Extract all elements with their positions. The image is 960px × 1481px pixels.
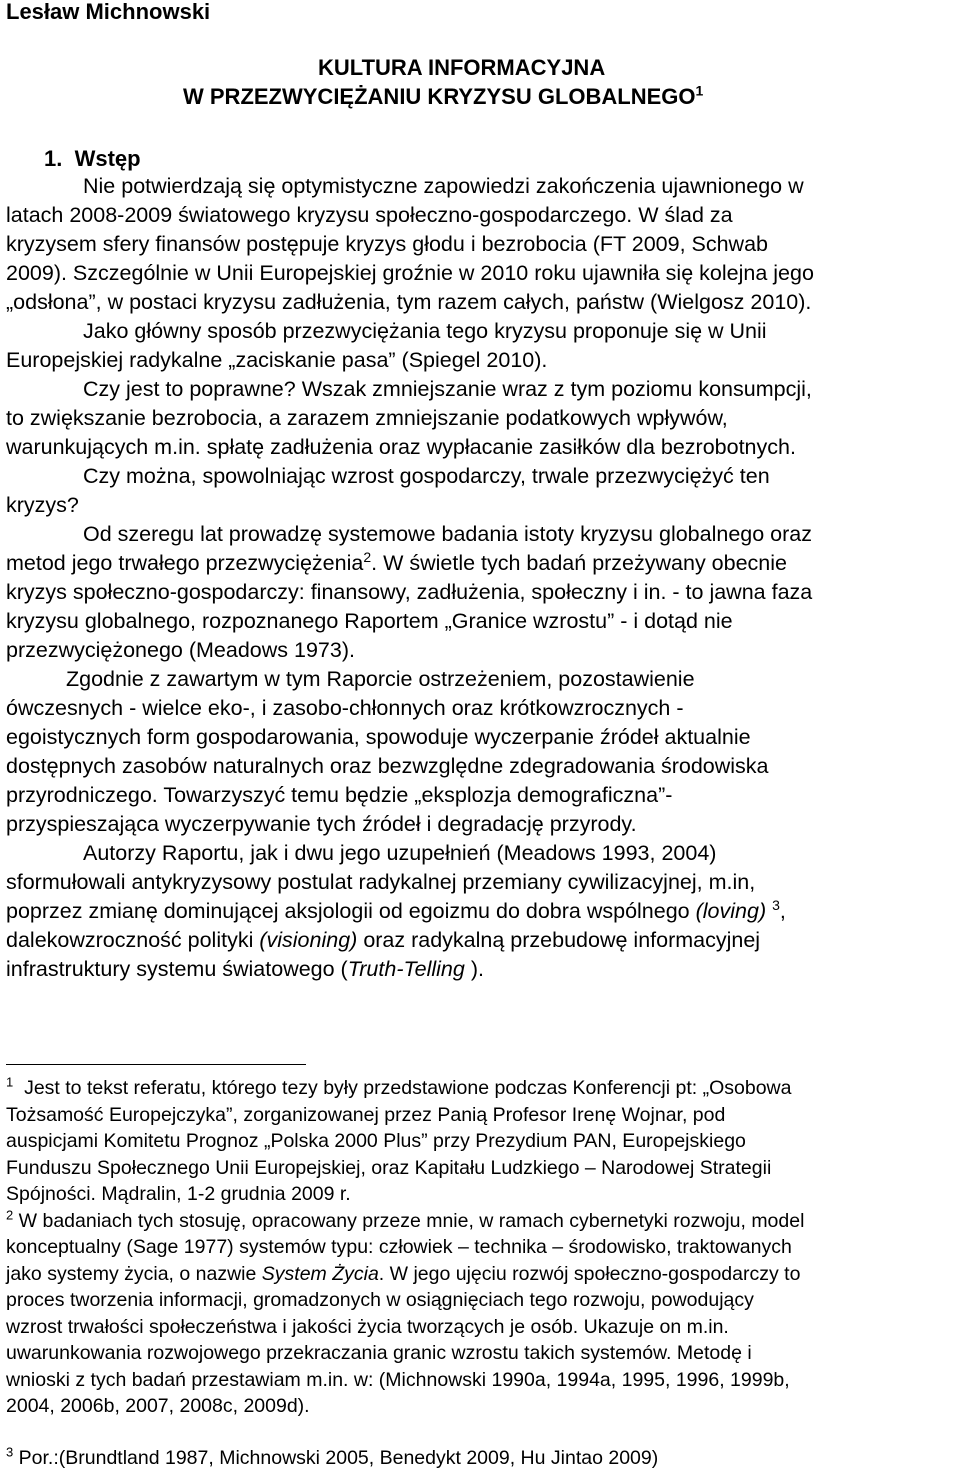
section-title: Wstęp [74,146,141,171]
footnote-divider [6,1064,306,1065]
footnote-line: Tożsamość Europejczyka”, zorganizowanej przez Panią Profesor Irenę Wojnar, pod [6,1103,726,1126]
footnote-ref-3[interactable]: 3 [772,896,780,913]
body-line: Czy można, spowolniając wzrost gospodarczy, trwale przezwyciężyć ten [83,464,770,488]
body-line-text: oraz radykalną przebudowę informacyjnej [363,928,761,952]
footnote-line: wnioski z tych badań przestawiam m.in. w: (Michnowski 1990a, 1994a, 1995, 1996, 1999b, [6,1368,790,1391]
footnote-line: Por.:(Brundtland 1987, Michnowski 2005, Benedykt 2009, Hu Jintao 2009) [18,1447,659,1469]
body-line: Europejskiej radykalne „zaciskanie pasa” (Spiegel 2010). [6,348,548,372]
italic-term: (visioning) [259,928,358,952]
italic-term: System Życia [261,1262,379,1285]
footnote-line: Funduszu Społecznego Unii Europejskiej, oraz Kapitału Ludzkiego – Narodowej Strategii [6,1156,772,1179]
body-line-text: dalekowzroczność polityki [6,928,254,952]
body-line: latach 2008-2009 światowego kryzysu społeczno-gospodarczego. W ślad za [6,203,733,227]
footnote-line: W badaniach tych stosuję, opracowany przeze mnie, w ramach cybernetyki rozwoju, model [18,1209,805,1232]
body-line: kryzysem sfery finansów postępuje kryzys głodu i bezrobocia (FT 2009, Schwab [6,232,769,256]
body-line-text: , [779,899,786,923]
body-line: dostępnych zasobów naturalnych oraz bezwzględne zdegradowania środowiska [6,754,769,778]
body-line: „odsłona”, w postaci kryzysu zadłużenia, tym razem całych, państw (Wielgosz 2010). [6,290,812,314]
body-line: przezwyciężonego (Meadows 1973). [6,638,355,662]
footnote-1 [6,1075,956,1102]
italic-term: (loving) [695,899,767,923]
footnote-line-text: . W jego ujęciu rozwój społeczno-gospodarczy to [378,1262,801,1285]
footnote-line: proces tworzenia informacji, gromadzonych w osiągnięciach tego rozwoju, powodujący [6,1289,754,1311]
footnotes [6,1075,956,1420]
body-line: kryzys? [6,493,79,517]
body-line: Zgodnie z zawartym w tym Raporcie ostrzeżeniem, pozostawienie [66,667,695,691]
footnote-ref-2[interactable]: 2 [363,548,372,565]
footnote-line: uwarunkowania rozwojowego przekraczania granic wzrostu takich systemów. Metodę i [6,1342,752,1364]
body-line: 2009). Szczególnie w Unii Europejskiej groźnie w 2010 roku ujawniła się kolejna jego [6,261,814,285]
footnote-line [6,1261,956,1288]
body-line-text: metod jego trwałego przezwyciężenia [6,551,364,575]
footnote-line: 2004, 2006b, 2007, 2008c, 2009d). [6,1395,310,1417]
body-line: Czy jest to poprawne? Wszak zmniejszanie wraz z tym poziomu konsumpcji, [83,377,812,401]
footnote-number: 1 [6,1074,14,1090]
title-line-2-text: W PRZEZWYCIĘŻANIU KRYZYSU GLOBALNEGO [183,84,696,109]
body-line: przyrodniczego. Towarzyszyć temu będzie „eksplozja demograficzna”- [6,783,673,807]
body-line-text: poprzez zmianę dominującej aksjologii od egoizmu do dobra wspólnego [6,899,690,923]
footnote-line-text: jako systemy życia, o nazwie [6,1262,257,1285]
body-line [6,926,954,955]
footnote-line: konceptualny (Sage 1977) systemów typu: człowiek – technika – środowisko, traktowanych [6,1236,792,1258]
body-line: Nie potwierdzają się optymistyczne zapowiedzi zakończenia ujawnionego w [83,174,804,198]
body-line [6,955,954,984]
body-line: sformułowali antykryzysowy postulat radykalnej przemiany cywilizacyjnej, m.in, [6,870,756,894]
footnote-line: Spójności. Mądralin, 1-2 grudnia 2009 r. [6,1183,351,1205]
body-line: Jako główny sposób przezwyciężania tego kryzysu proponuje się w Unii [83,319,767,343]
footnote-3 [6,1445,658,1471]
footnote-2 [6,1208,956,1235]
body-line-text: . W świetle tych badań przeżywany obecnie [371,551,787,575]
body-line: Od szeregu lat prowadzę systemowe badania istoty kryzysu globalnego oraz [83,522,812,546]
body-line: przyspieszająca wyczerpywanie tych źródeł i degradację przyrody. [6,812,637,836]
body-line: egoistycznych form gospodarowania, spowoduje wyczerpanie źródeł aktualnie [6,725,751,749]
body-line: to zwiększanie bezrobocia, a zarazem zmniejszanie podatkowych wpływów, [6,406,728,430]
footnote-line: auspicjami Komitetu Prognoz „Polska 2000 Plus” przy Prezydium PAN, Europejskiego [6,1130,746,1152]
footnote-number: 3 [6,1444,14,1460]
footnote-line: Jest to tekst referatu, którego tezy były przedstawione podczas Konferencji pt: „Osobowa [24,1077,792,1099]
italic-term: Truth-Telling [347,957,465,981]
body-line-text: ). [470,957,484,981]
body-line [6,549,954,578]
footnote-ref-1[interactable]: 1 [695,82,704,99]
title-line-1: KULTURA INFORMACYJNA [318,55,606,80]
body-line: kryzys społeczno-gospodarczy: finansowy, zadłużenia, społeczny i in. - to jawna faza [6,580,813,604]
body-line: Autorzy Raportu, jak i dwu jego uzupełnień (Meadows 1993, 2004) [83,841,717,865]
body-line [6,897,954,926]
section-number: 1. [44,146,63,171]
title-line-2 [183,82,703,112]
body-line: kryzysu globalnego, rozpoznanego Raportem „Granice wzrostu” - i dotąd nie [6,609,733,633]
body-text [6,172,954,984]
author-name: Lesław Michnowski [6,0,211,24]
body-line: warunkujących m.in. spłatę zadłużenia oraz wypłacanie zasiłków dla bezrobotnych. [6,435,796,459]
footnote-number: 2 [6,1207,14,1222]
section-heading [44,145,141,173]
footnote-line: wzrost trwałości społeczeństwa i jakości życia tworzących je osób. Ukazuje on m.in. [6,1315,729,1338]
body-line-text: infrastruktury systemu światowego ( [6,957,348,981]
body-line: ówczesnych - wielce eko-, i zasobo-chłonnych oraz krótkowzrocznych - [6,696,684,720]
